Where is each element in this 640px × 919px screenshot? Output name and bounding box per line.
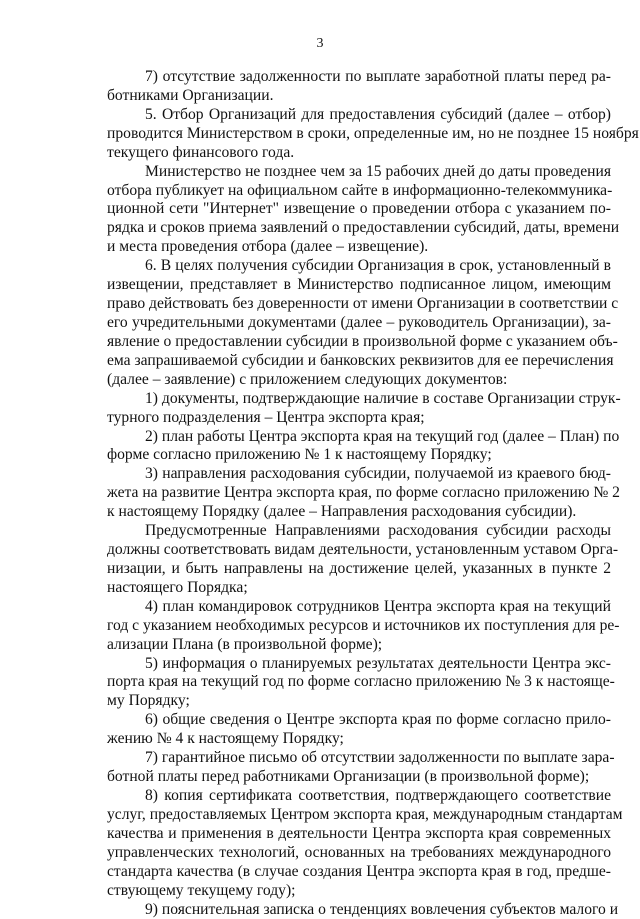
text-line: 4) план командировок сотрудников Центра экспорта края на текущий [145, 597, 611, 615]
text-line: ботной платы перед работниками Организации (в произвольной форме); [107, 768, 590, 785]
text-line: 7) отсутствие задолженности по выплате заработной платы перед ра- [145, 68, 611, 85]
text-line: ема запрашиваемой субсидии и банковских реквизитов для ее перечисления [107, 351, 614, 369]
text-line: должны соответствовать видам деятельности, установленным уставом Орга- [107, 541, 619, 558]
text-line: отбора публикует на официальном сайте в информационно-телекоммуника- [107, 181, 613, 199]
text-line: явление о предоставлении субсидии в произвольной форме с указанием объ- [107, 332, 618, 350]
text-line: порта края на текущий год по форме согласно приложению № 3 к настояще- [107, 673, 615, 691]
text-line: ционной сети "Интернет" извещение о проведении отбора с указанием по- [107, 200, 611, 218]
text-line: жета на развитие Центра экспорта края, по форме согласно приложению № 2 [107, 484, 620, 502]
text-line: Министерство не позднее чем за 15 рабочих дней до даты проведения [145, 162, 611, 180]
text-line: 6) общие сведения о Центре экспорта края по форме согласно прило- [145, 711, 611, 729]
text-line: турного подразделения – Центра экспорта края; [107, 408, 425, 426]
text-line: 5) информация о планируемых результатах деятельности Центра экс- [145, 654, 611, 672]
text-line: 5. Отбор Организаций для предоставления субсидий (далее – отбор) [145, 105, 611, 123]
text-line: настоящего Порядка; [107, 578, 248, 596]
text-line: год с указанием необходимых ресурсов и источников их поступления для ре- [107, 616, 620, 634]
text-line: услуг, предоставляемых Центром экспорта края, международным стандартам [107, 805, 623, 823]
text-line: Предусмотренные Направлениями расходования субсидии расходы [145, 522, 611, 540]
text-line: форме согласно приложению № 1 к настоящему Порядку; [107, 446, 492, 464]
text-line: управленческих технологий, основанных на требованиях международного [107, 843, 611, 861]
text-line: проводится Министерством в сроки, определенные им, но не позднее 15 ноября [107, 124, 639, 142]
text-line: 7) гарантийное письмо об отсутствии задолженности по выплате зара- [145, 749, 615, 767]
text-line: и места проведения отбора (далее – извещение). [107, 238, 429, 256]
text-line: качества и применения в деятельности Центра экспорта края современных [107, 824, 611, 842]
text-line: 8) копия сертификата соответствия, подтверждающего соответствие [145, 787, 611, 804]
text-line: его учредительными документами (далее – руководитель Организации), за- [107, 314, 611, 331]
page-number: 3 [316, 36, 324, 51]
text-line: текущего финансового года. [107, 143, 295, 161]
text-line: право действовать без доверенности от имени Организации в соответствии с [107, 295, 619, 312]
text-line: ствующему текущему году); [107, 881, 296, 899]
text-line: 2) план работы Центра экспорта края на текущий год (далее – План) по [145, 427, 620, 445]
text-line: низации, и быть направлены на достижение целей, указанных в пункте 2 [107, 559, 611, 577]
text-line: 3) направления расходования субсидии, получаемой из краевого бюд- [145, 465, 611, 483]
text-line: (далее – заявление) с приложением следующих документов: [107, 370, 508, 388]
text-line: извещении, представляет в Министерство подписанное лицом, имеющим [107, 276, 611, 294]
text-line: жению № 4 к настоящему Порядку; [107, 730, 344, 748]
text-line: ализации Плана (в произвольной форме); [107, 635, 383, 653]
text-line: 9) пояснительная записка о тенденциях вовлечения субъектов малого и [145, 900, 619, 918]
text-line: ботниками Организации. [107, 86, 274, 104]
text-line: 1) документы, подтверждающие наличие в составе Организации струк- [145, 389, 621, 407]
text-line: рядка и сроков приема заявлений о предоставлении субсидий, даты, времени [107, 219, 620, 237]
text-line: 6. В целях получения субсидии Организация в срок, установленный в [145, 257, 611, 275]
text-line: стандарта качества (в случае создания Центра экспорта края в год, предше- [107, 862, 611, 880]
text-line: к настоящему Порядку (далее – Направления расходования субсидии). [107, 503, 577, 521]
text-line: му Порядку; [107, 692, 190, 710]
